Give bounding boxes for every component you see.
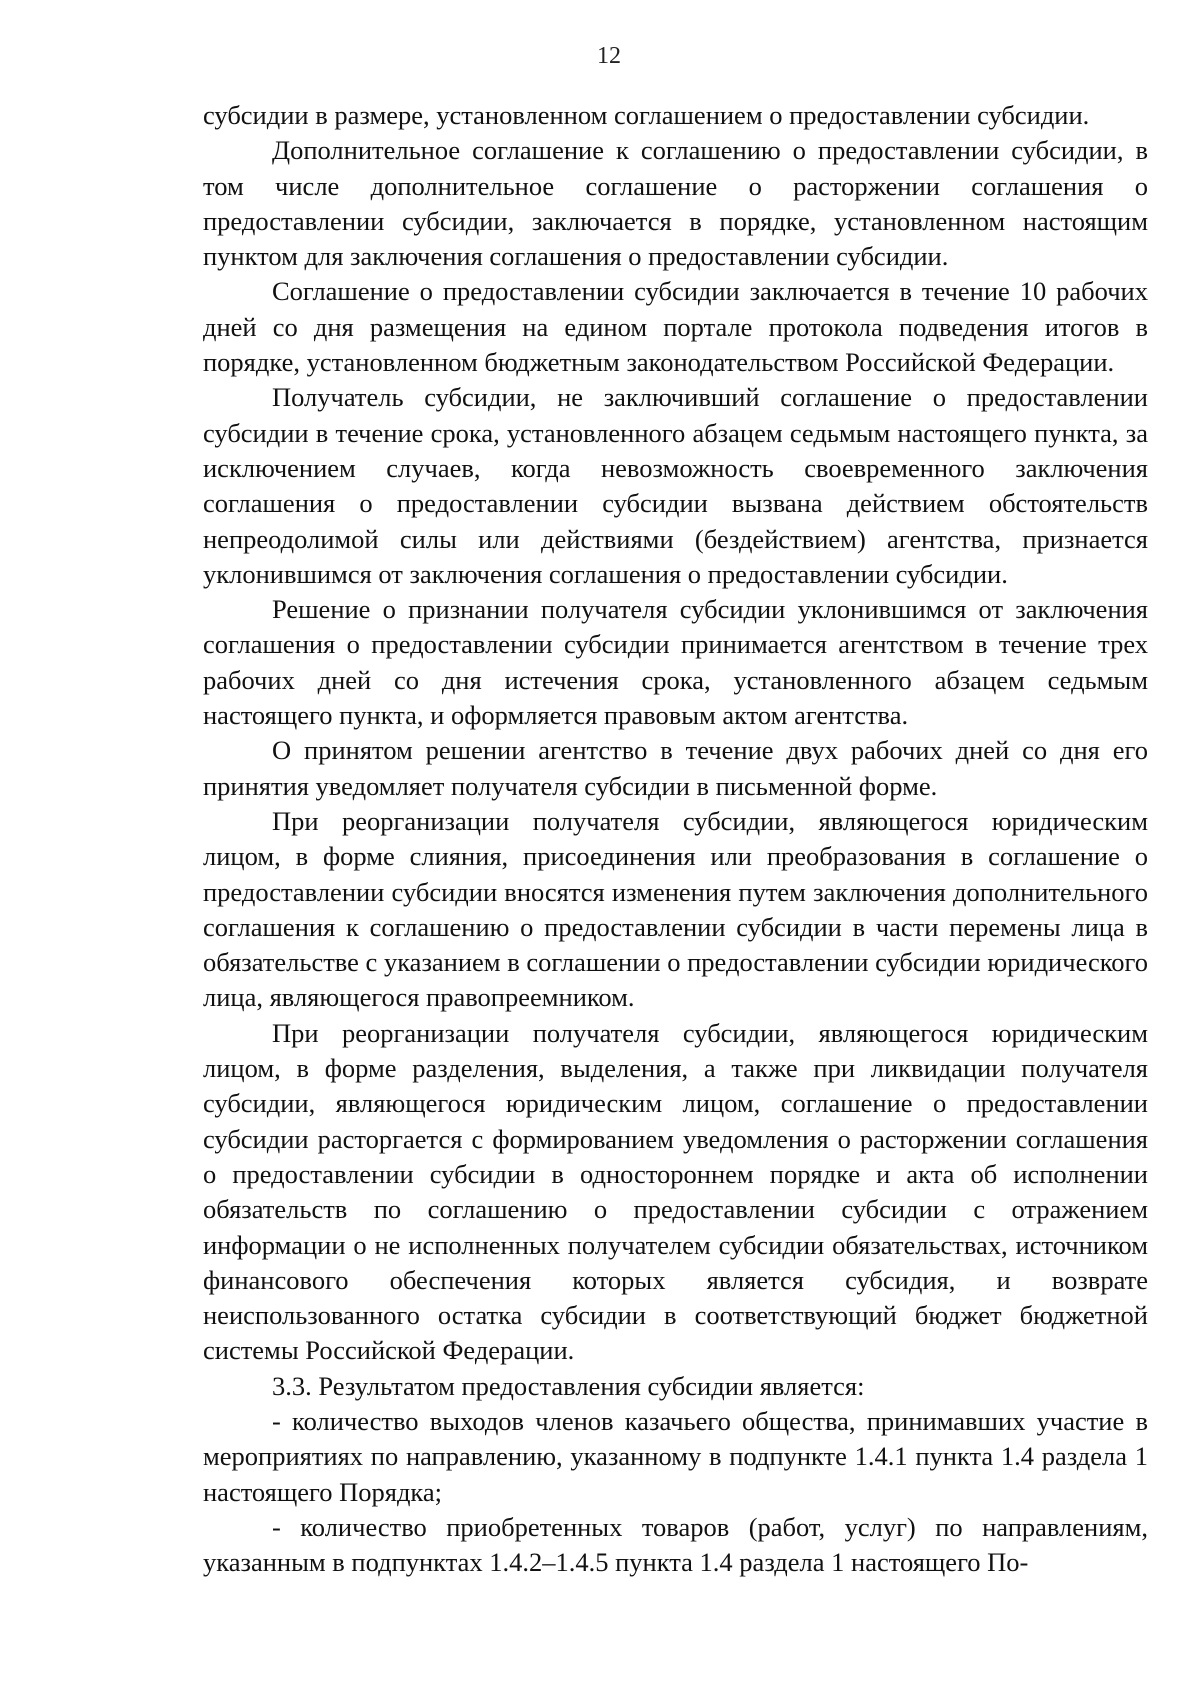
page-number: 12: [597, 43, 621, 69]
paragraph-evasion-decision: Решение о признании получателя субсидии уклонившимся от заключения соглашения о предоставлении субсидии принимается агентством в течение трех рабочих дней со дня истечения срока, установленного абзацем седьмым настоящего пункта, и оформляется правовым актом агентства.: [203, 594, 1148, 731]
paragraph-agreement-term: Соглашение о предоставлении субсидии заключается в течение 10 рабочих дней со дня размещения на едином портале протокола подведения итогов в порядке, установленном бюджетным законодательством Российской Федерации.: [203, 276, 1148, 378]
list-item-result-2: - количество приобретенных товаров (работ, услуг) по направлениям, указанным в подпунктах 1.4.2–1.4.5 пункта 1.4 раздела 1 настоящего По-: [203, 1511, 1148, 1578]
paragraph-reorganization-division: При реорганизации получателя субсидии, являющегося юридическим лицом, в форме разделения, выделения, а также при ликвидации получателя субсидии, являющегося юридическим лицом, соглашение о предоставлении субсидии расторгается с формированием уведомления о расторжении соглашения о предоставлении субсидии в одностороннем порядке и акта об исполнении обязательств по соглашению о предоставлении субсидии с отражением информации о не исполненных получателем субсидии обязательствах, источником финансового обеспечения которых является субсидия, и возврате неиспользованного остатка субсидии в соответствующий бюджет бюджетной системы Российской Федерации.: [203, 1017, 1148, 1366]
paragraph-continuation: субсидии в размере, установленном соглашением о предоставлении субсидии.: [203, 100, 1090, 130]
paragraph-recipient-evasion: Получатель субсидии, не заключивший соглашение о предоставлении субсидии в течение срока, установленного абзацем седьмым настоящего пункта, за исключением случаев, когда невозможность своевременного заключения соглашения о предоставлении субсидии вызвана действием обстоятельств непреодолимой силы или действиями (бездействием) агентства, признается уклонившимся от заключения соглашения о предоставлении субсидии.: [203, 382, 1148, 589]
paragraph-reorganization-merger: При реорганизации получателя субсидии, являющегося юридическим лицом, в форме слияния, присоединения или преобразования в соглашение о предоставлении субсидии вносятся изменения путем заключения дополнительного соглашения к соглашению о предоставлении субсидии в части перемены лица в обязательстве с указанием в соглашении о предоставлении субсидии юридического лица, являющегося правопреемником.: [203, 805, 1148, 1013]
paragraph-notification: О принятом решении агентство в течение двух рабочих дней со дня его принятия уведомляет получателя субсидии в письменной форме.: [203, 735, 1148, 801]
paragraph-section-3-3: 3.3. Результатом предоставления субсидии является:: [272, 1370, 865, 1401]
paragraph-additional-agreement: Дополнительное соглашение к соглашению о предоставлении субсидии, в том числе дополнительное соглашение о расторжении соглашения о предоставлении субсидии, заключается в порядке, установленном настоящим пунктом для заключения соглашения о предоставлении субсидии.: [203, 135, 1148, 272]
list-item-result-1: - количество выходов членов казачьего общества, принимавших участие в мероприятиях по направлению, указанному в подпункте 1.4.1 пункта 1.4 раздела 1 настоящего Порядка;: [203, 1405, 1148, 1507]
document-body: [203, 98, 1148, 1580]
